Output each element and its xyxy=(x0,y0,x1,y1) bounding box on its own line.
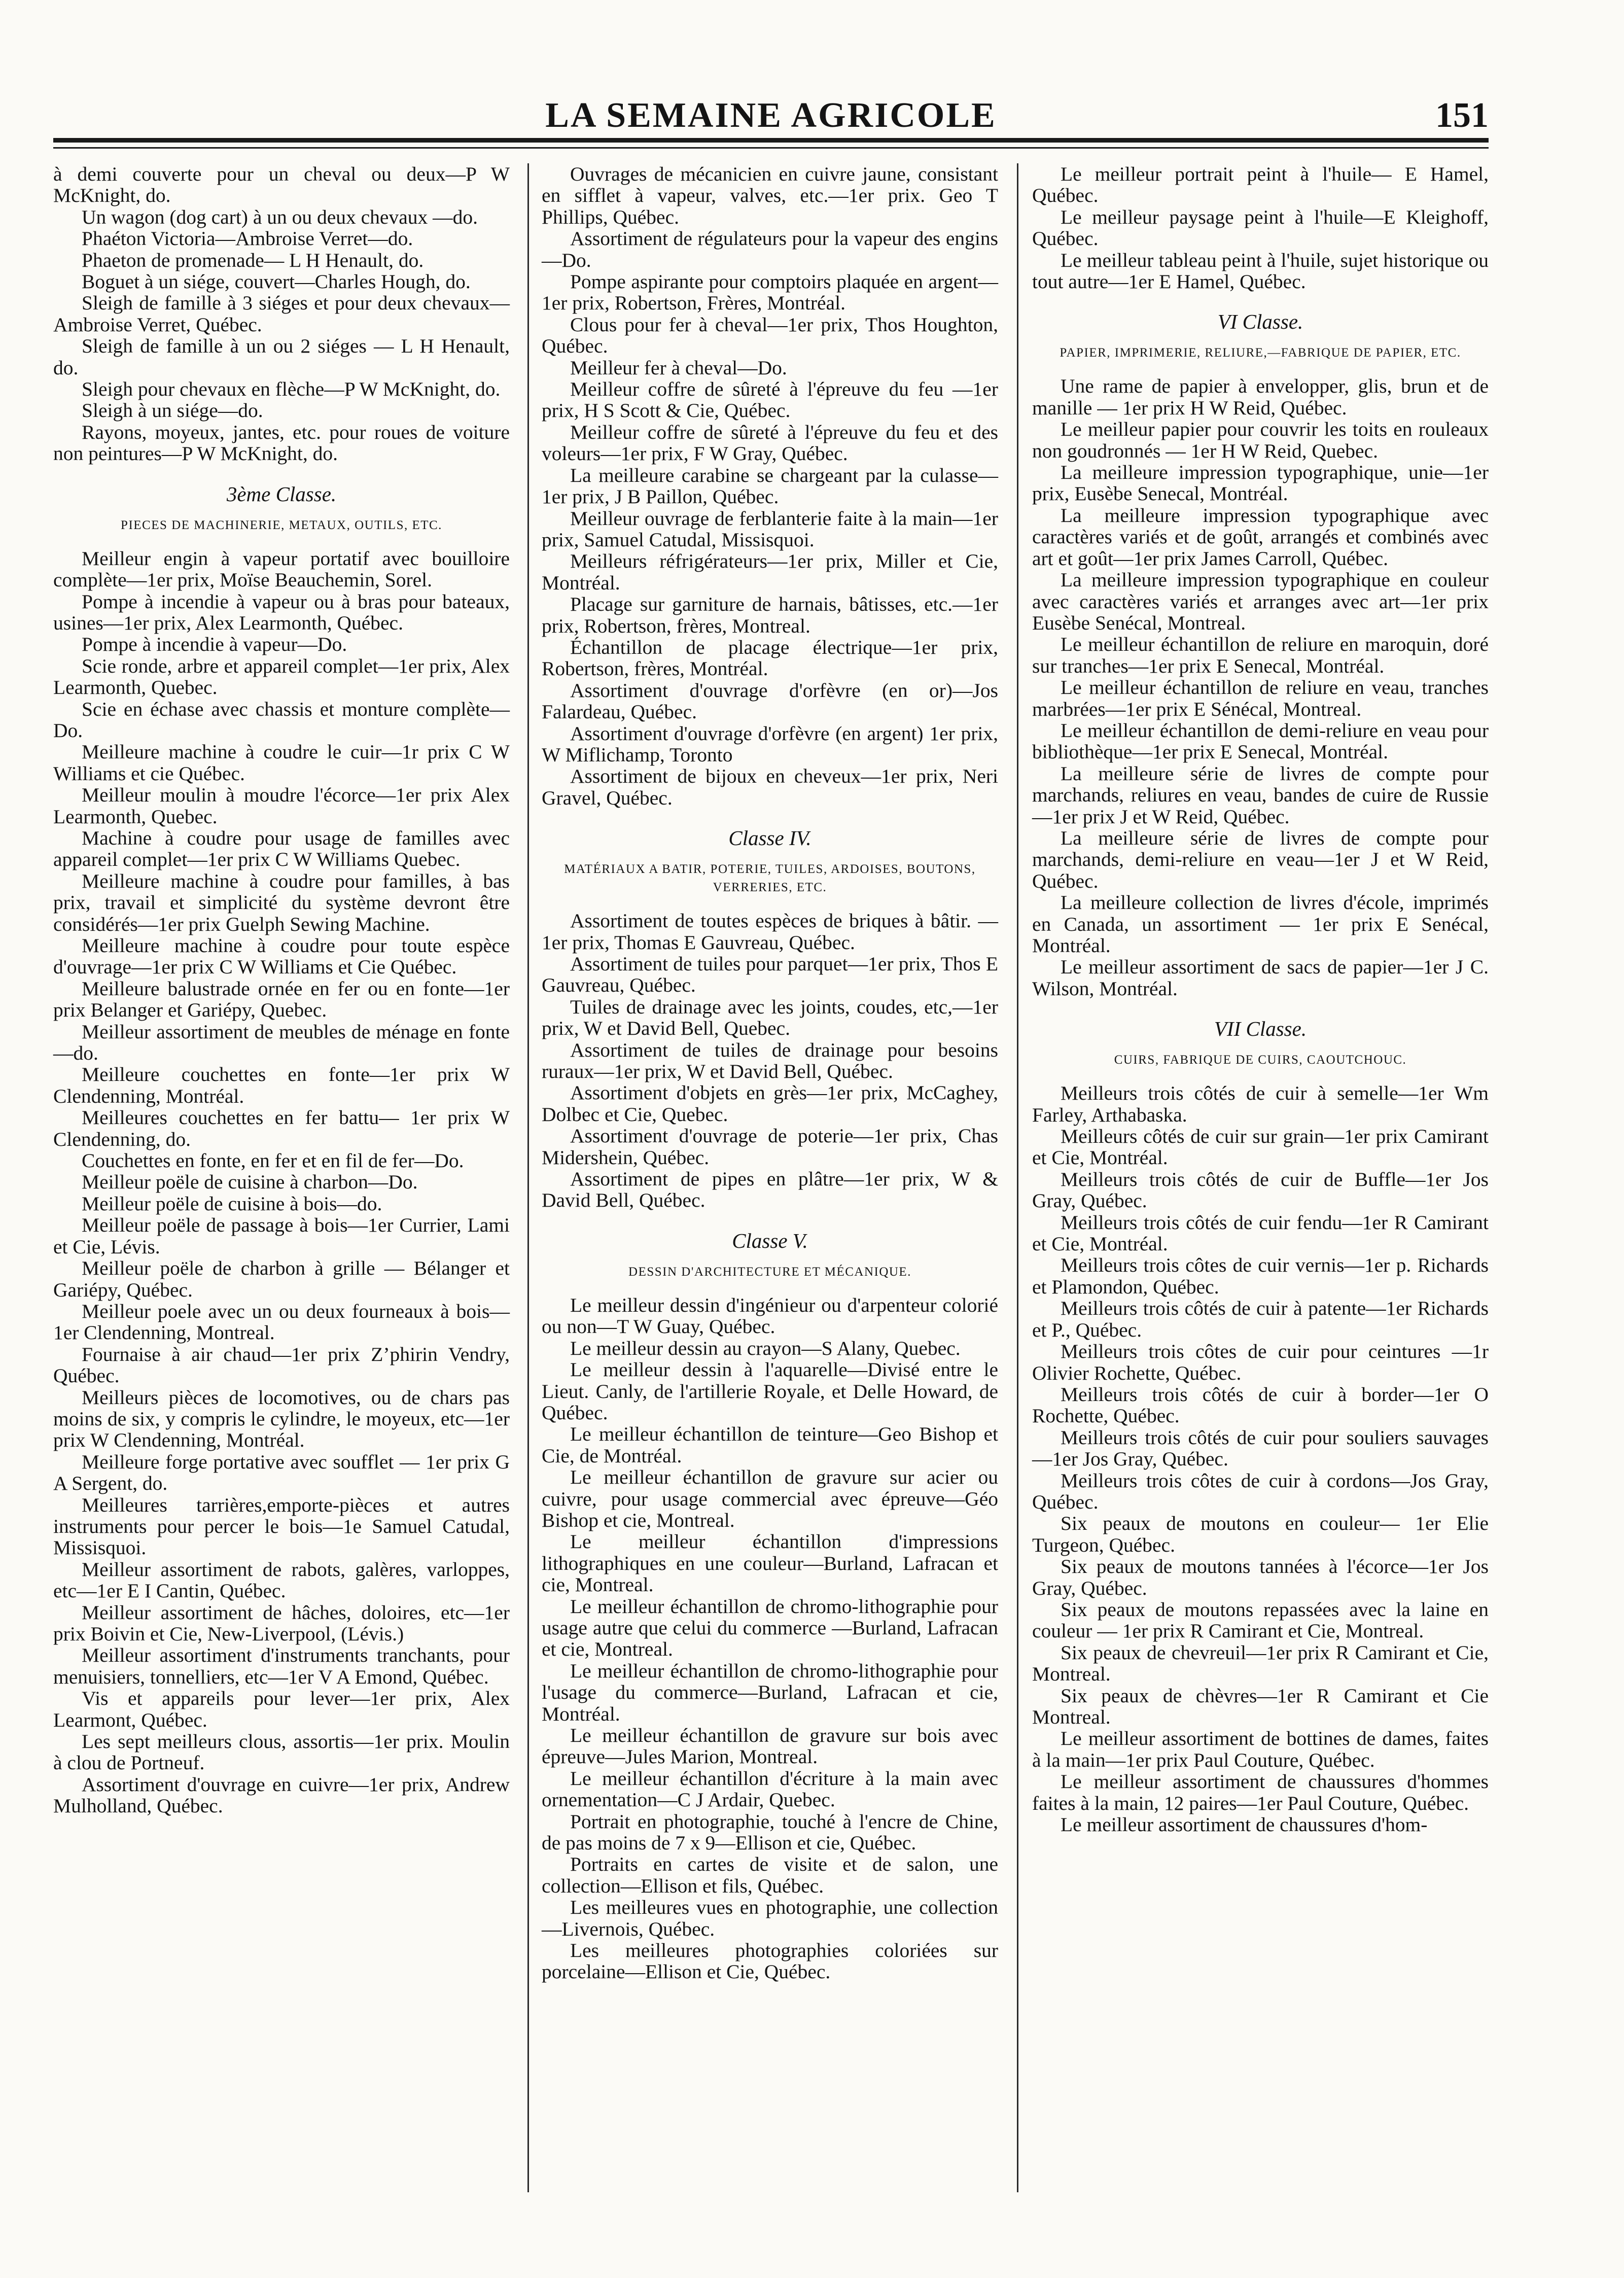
prize-entry: Six peaux de chèvres—1er R Camirant et Cie Montreal. xyxy=(1032,1684,1489,1728)
prize-entry: Assortiment de pipes en plâtre—1er prix, W & David Bell, Québec. xyxy=(542,1168,998,1212)
prize-entry: La meilleure série de livres de compte pour marchands, demi-reliure en veau—1er J et W Reid, Québec. xyxy=(1032,826,1489,892)
class-heading: Classe V. xyxy=(732,1229,808,1252)
prize-entry: Boguet à un siége, couvert—Charles Hough, do. xyxy=(82,270,471,293)
prize-entry: Meilleurs côtés de cuir sur grain—1er prix Camirant et Cie, Montréal. xyxy=(1032,1125,1489,1169)
prize-entry: Les meilleures vues en photographie, une collection—Livernois, Québec. xyxy=(542,1896,998,1940)
page-header xyxy=(53,91,1489,142)
prize-entry: La meilleure carabine se chargeant par la culasse—1er prix, J B Paillon, Québec. xyxy=(542,464,998,508)
class-subheading: PAPIER, IMPRIMERIE, RELIURE,—FABRIQUE DE PAPIER, ETC. xyxy=(1060,346,1461,360)
prize-entry: Meilleurs trois côtés de cuir pour souliers sauvages—1er Jos Gray, Québec. xyxy=(1032,1426,1489,1470)
column-left xyxy=(53,163,510,1817)
prize-entry: Le meilleur assortiment de chaussures d'hom- xyxy=(1061,1813,1428,1836)
prize-entry: Assortiment de toutes espèces de briques à bâtir. — 1er prix, Thomas E Gauvreau, Québec. xyxy=(542,909,998,954)
prize-entry: Le meilleur échantillon de chromo-lithographie pour usage autre que celui du commerce —Burland, Lafracan et cie, Montreal. xyxy=(542,1595,998,1661)
prize-entry: Scie ronde, arbre et appareil complet—1er prix, Alex Learmonth, Quebec. xyxy=(53,654,510,699)
prize-entry: Meilleur fer à cheval—Do. xyxy=(570,356,787,379)
prize-entry: Meilleur moulin à moudre l'écorce—1er prix Alex Learmonth, Quebec. xyxy=(53,784,510,828)
prize-entry: Assortiment d'ouvrage de poterie—1er prix, Chas Midershein, Québec. xyxy=(542,1125,998,1169)
prize-entry: Pompe aspirante pour comptoirs plaquée en argent—1er prix, Robertson, Frères, Montréal. xyxy=(542,270,998,314)
prize-entry: Meilleure couchettes en fonte—1er prix W Clendenning, Montréal. xyxy=(53,1063,510,1107)
prize-entry: La meilleure collection de livres d'école, imprimés en Canada, un assortiment — 1er prix E Senécal, Montréal. xyxy=(1032,891,1489,957)
prize-entry: Le meilleur échantillon de demi-reliure en veau pour bibliothèque—1er prix E Senecal, Montréal. xyxy=(1032,719,1489,763)
prize-entry: Meilleur poële de passage à bois—1er Currier, Lami et Cie, Lévis. xyxy=(53,1214,510,1258)
prize-entry: Assortiment de régulateurs pour la vapeur des engins—Do. xyxy=(542,227,998,271)
prize-entry: Phaeton de promenade— L H Henault, do. xyxy=(82,249,424,271)
class-subheading: MATÉRIAUX A BATIR, POTERIE, TUILES, ARDOISES, BOUTONS, VERRERIES, ETC. xyxy=(564,862,976,895)
prize-entry: Meilleure machine à coudre le cuir—1r prix C W Williams et cie Québec. xyxy=(53,741,510,785)
class-subheading: DESSIN D'ARCHITECTURE ET MÉCANIQUE. xyxy=(628,1265,911,1279)
prize-entry: Ouvrages de mécanicien en cuivre jaune, consistant en sifflet à vapeur, valves, etc.—1er prix. Geo T Phillips, Québec. xyxy=(542,163,998,228)
prize-entry: La meilleure impression typographique, unie—1er prix, Eusèbe Senecal, Montréal. xyxy=(1032,461,1489,505)
prize-entry: Meilleure machine à coudre pour toute espèce d'ouvrage—1er prix C W Williams et Cie Québec. xyxy=(53,934,510,978)
prize-entry: Les meilleures photographies coloriées sur porcelaine—Ellison et Cie, Québec. xyxy=(542,1939,998,1983)
prize-entry: Meilleur assortiment de rabots, galères, varloppes, etc—1er E I Cantin, Québec. xyxy=(53,1558,510,1602)
prize-entry: Le meilleur paysage peint à l'huile—E Kleighoff, Québec. xyxy=(1032,205,1489,250)
prize-entry: Meilleurs trois côtés de cuir de Buffle—1er Jos Gray, Québec. xyxy=(1032,1168,1489,1212)
prize-entry: Meilleur assortiment de hâches, doloires, etc—1er prix Boivin et Cie, New-Liverpool, (Lévis.) xyxy=(53,1601,510,1645)
prize-entry: Sleigh pour chevaux en flèche—P W McKnight, do. xyxy=(82,378,501,401)
prize-entry: Un wagon (dog cart) à un ou deux chevaux —do. xyxy=(82,205,478,228)
column-divider xyxy=(527,163,529,2192)
class-heading: VI Classe. xyxy=(1217,310,1303,334)
prize-entry: Pompe à incendie à vapeur ou à bras pour bateaux, usines—1er prix, Alex Learmonth, Québec. xyxy=(53,590,510,634)
column-middle xyxy=(542,163,998,1983)
prize-entry: Pompe à incendie à vapeur—Do. xyxy=(82,633,347,656)
prize-entry: Machine à coudre pour usage de familles avec appareil complet—1er prix C W Williams Quebec. xyxy=(53,826,510,871)
class-heading: 3ème Classe. xyxy=(226,482,337,506)
prize-entry: Assortiment d'ouvrage d'orfèvre (en or)—Jos Falardeau, Québec. xyxy=(542,679,998,723)
column-divider xyxy=(1017,163,1018,2192)
prize-entry: Portraits en cartes de visite et de salon, une collection—Ellison et fils, Québec. xyxy=(542,1853,998,1897)
prize-entry: Les sept meilleurs clous, assortis—1er prix. Moulin à clou de Portneuf. xyxy=(53,1730,510,1774)
prize-entry: Vis et appareils pour lever—1er prix, Alex Learmont, Québec. xyxy=(53,1687,510,1731)
prize-entry: Meilleures tarrières,emporte-pièces et autres instruments pour percer le bois—1e Samuel Catudal, Missisquoi. xyxy=(53,1493,510,1559)
prize-entry: Le meilleur échantillon de reliure en maroquin, doré sur tranches—1er prix E Senecal, Montréal. xyxy=(1032,633,1489,677)
prize-entry: Le meilleur échantillon d'écriture à la main avec ornementation—C J Ardair, Quebec. xyxy=(542,1767,998,1811)
prize-entry: Le meilleur portrait peint à l'huile— E Hamel, Québec. xyxy=(1032,163,1489,207)
prize-entry: Le meilleur dessin au crayon—S Alany, Quebec. xyxy=(570,1337,961,1359)
prize-entry: Meilleur assortiment de meubles de ménage en fonte—do. xyxy=(53,1020,510,1065)
prize-entry: Six peaux de chevreuil—1er prix R Camirant et Cie, Montreal. xyxy=(1032,1641,1489,1686)
prize-entry: Assortiment d'objets en grès—1er prix, McCaghey, Dolbec et Cie, Quebec. xyxy=(542,1081,998,1126)
class-heading: VII Classe. xyxy=(1214,1017,1307,1041)
prize-entry: Meilleurs trois côtés de cuir à patente—1er Richards et P., Québec. xyxy=(1032,1297,1489,1341)
prize-entry: Six peaux de moutons tannées à l'écorce—1er Jos Gray, Québec. xyxy=(1032,1555,1489,1599)
prize-entry: Meilleurs trois côtes de cuir vernis—1er p. Richards et Plamondon, Québec. xyxy=(1032,1254,1489,1298)
prize-entry: Phaéton Victoria—Ambroise Verret—do. xyxy=(82,227,413,250)
newspaper-title: LA SEMAINE AGRICOLE xyxy=(545,96,997,135)
prize-entry: Meilleurs pièces de locomotives, ou de chars pas moins de six, y compris le cylindre, le moyeux, etc—1er prix W Clendenning, Montréal. xyxy=(53,1386,510,1452)
prize-entry: Le meilleur tableau peint à l'huile, sujet historique ou tout autre—1er E Hamel, Québec. xyxy=(1032,249,1489,293)
prize-entry: Clous pour fer à cheval—1er prix, Thos Houghton, Québec. xyxy=(542,313,998,358)
prize-entry: Six peaux de moutons repassées avec la laine en couleur — 1er prix R Camirant et Cie, Montreal. xyxy=(1032,1598,1489,1642)
page-number: 151 xyxy=(1435,96,1489,135)
prize-entry: Portrait en photographie, touché à l'encre de Chine, de pas moins de 7 x 9—Ellison et cie, Québec. xyxy=(542,1810,998,1854)
header-rule-thick xyxy=(53,138,1489,143)
prize-entry: Le meilleur échantillon de gravure sur bois avec épreuve—Jules Marion, Montreal. xyxy=(542,1724,998,1768)
prize-entry: Le meilleur échantillon de gravure sur acier ou cuivre, pour usage commercial avec épreuve—Géo Bishop et cie, Montreal. xyxy=(542,1466,998,1531)
prize-entry: Meilleurs trois côtes de cuir à cordons—Jos Gray, Québec. xyxy=(1032,1469,1489,1513)
prize-entry: Placage sur garniture de harnais, bâtisses, etc.—1er prix, Robertson, frères, Montreal. xyxy=(542,593,998,637)
prize-entry: Une rame de papier à envelopper, glis, brun et de manille — 1er prix H W Reid, Québec. xyxy=(1032,375,1489,419)
prize-entry: Meilleur poële de cuisine à charbon—Do. xyxy=(82,1171,418,1194)
prize-entry: Meilleure balustrade ornée en fer ou en fonte—1er prix Belanger et Gariépy, Quebec. xyxy=(53,977,510,1022)
prize-entry: Le meilleur dessin à l'aquarelle—Divisé entre le Lieut. Canly, de l'artillerie Royale, et Delle Howard, de Québec. xyxy=(542,1358,998,1424)
prize-entry: Couchettes en fonte, en fer et en fil de fer—Do. xyxy=(82,1149,464,1172)
prize-entry: Sleigh de famille à 3 siéges et pour deux chevaux—Ambroise Verret, Québec. xyxy=(53,292,510,336)
prize-entry: Six peaux de moutons en couleur— 1er Elie Turgeon, Québec. xyxy=(1032,1512,1489,1556)
prize-entry: Le meilleur assortiment de chaussures d'hommes faites à la main, 12 paires—1er Paul Couture, Québec. xyxy=(1032,1770,1489,1814)
prize-entry: Meilleurs trois côtés de cuir à border—1er O Rochette, Québec. xyxy=(1032,1383,1489,1427)
prize-entry: Le meilleur échantillon de reliure en veau, tranches marbrées—1er prix E Sénécal, Montreal. xyxy=(1032,676,1489,720)
prize-entry: Meilleures couchettes en fer battu— 1er prix W Clendenning, do. xyxy=(53,1106,510,1150)
prize-entry: Le meilleur échantillon de chromo-lithographie pour l'usage du commerce—Burland, Lafracan et cie, Montréal. xyxy=(542,1659,998,1725)
prize-entry: Meilleure machine à coudre pour familles, à bas prix, travail et simplicité du système devront être considérés—1er prix Guelph Sewing Machine. xyxy=(53,869,510,935)
prize-entry: Meilleurs trois côtes de cuir pour ceintures —1r Olivier Rochette, Québec. xyxy=(1032,1340,1489,1384)
column-right xyxy=(1032,163,1489,1835)
prize-entry: Scie en échase avec chassis et monture complète—Do. xyxy=(53,697,510,742)
prize-entry: Sleigh de famille à un ou 2 siéges — L H Henault, do. xyxy=(53,335,510,379)
prize-entry: Assortiment de bijoux en cheveux—1er prix, Neri Gravel, Québec. xyxy=(542,765,998,809)
prize-entry: La meilleure impression typographique avec caractères variés et de goût, arrangés et combinés avec art et goût—1er prix James Carroll, Québec. xyxy=(1032,504,1489,570)
prize-entry: à demi couverte pour un cheval ou deux—P W McKnight, do. xyxy=(53,163,510,207)
prize-entry: Le meilleur échantillon d'impressions lithographiques en une couleur—Burland, Lafracan et cie, Montreal. xyxy=(542,1530,998,1596)
prize-entry: Meilleur poële de charbon à grille — Bélanger et Gariépy, Québec. xyxy=(53,1257,510,1301)
prize-entry: Meilleur poële de cuisine à bois—do. xyxy=(82,1192,382,1215)
prize-entry: Le meilleur échantillon de teinture—Geo Bishop et Cie, de Montréal. xyxy=(542,1423,998,1467)
prize-entry: Meilleur poele avec un ou deux fourneaux à bois—1er Clendenning, Montreal. xyxy=(53,1300,510,1344)
prize-entry: Le meilleur papier pour couvrir les toits en rouleaux non goudronnés — 1er H W Reid, Quebec. xyxy=(1032,418,1489,462)
prize-entry: Sleigh à un siége—do. xyxy=(82,399,263,422)
prize-entry: Fournaise à air chaud—1er prix Z’phirin Vendry, Québec. xyxy=(53,1343,510,1387)
class-heading: Classe IV. xyxy=(728,826,811,850)
prize-entry: Assortiment d'ouvrage en cuivre—1er prix, Andrew Mulholland, Québec. xyxy=(53,1773,510,1817)
prize-entry: Meilleur ouvrage de ferblanterie faite à la main—1er prix, Samuel Catudal, Missisquoi. xyxy=(542,507,998,551)
prize-entry: Rayons, moyeux, jantes, etc. pour roues de voiture non peintures—P W McKnight, do. xyxy=(53,420,510,465)
prize-entry: Meilleur assortiment d'instruments tranchants, pour menuisiers, tonnelliers, etc—1er V A Emond, Québec. xyxy=(53,1644,510,1688)
prize-entry: Le meilleur assortiment de sacs de papier—1er J C. Wilson, Montréal. xyxy=(1032,956,1489,1000)
prize-entry: Assortiment d'ouvrage d'orfèvre (en argent) 1er prix, W Miflichamp, Toronto xyxy=(542,722,998,766)
header-rule-thin xyxy=(53,147,1489,149)
prize-entry: La meilleure impression typographique en couleur avec caractères variés et arranges avec art—1er prix Eusèbe Senécal, Montreal. xyxy=(1032,569,1489,634)
class-subheading: PIECES DE MACHINERIE, METAUX, OUTILS, ETC. xyxy=(121,518,442,532)
prize-entry: Meilleurs réfrigérateurs—1er prix, Miller et Cie, Montréal. xyxy=(542,550,998,594)
class-subheading: CUIRS, FABRIQUE DE CUIRS, CAOUTCHOUC. xyxy=(1114,1053,1407,1067)
prize-entry: Meilleurs trois côtés de cuir à semelle—1er Wm Farley, Arthabaska. xyxy=(1032,1082,1489,1126)
prize-entry: Meilleur coffre de sûreté à l'épreuve du feu et des voleurs—1er prix, F W Gray, Québec. xyxy=(542,420,998,465)
prize-entry: Le meilleur dessin d'ingénieur ou d'arpenteur colorié ou non—T W Guay, Québec. xyxy=(542,1293,998,1338)
prize-entry: Tuiles de drainage avec les joints, coudes, etc,—1er prix, W et David Bell, Quebec. xyxy=(542,995,998,1040)
prize-entry: Meilleur coffre de sûreté à l'épreuve du feu —1er prix, H S Scott & Cie, Québec. xyxy=(542,378,998,422)
prize-entry: Meilleurs trois côtés de cuir fendu—1er R Camirant et Cie, Montréal. xyxy=(1032,1211,1489,1255)
prize-entry: Assortiment de tuiles pour parquet—1er prix, Thos E Gauvreau, Québec. xyxy=(542,953,998,997)
prize-entry: Échantillon de placage électrique—1er prix, Robertson, frères, Montréal. xyxy=(542,636,998,680)
prize-entry: Meilleure forge portative avec soufflet — 1er prix G A Sergent, do. xyxy=(53,1450,510,1495)
prize-entry: Assortiment de tuiles de drainage pour besoins ruraux—1er prix, W et David Bell, Québec. xyxy=(542,1038,998,1083)
prize-entry: Le meilleur assortiment de bottines de dames, faites à la main—1er prix Paul Couture, Québec. xyxy=(1032,1727,1489,1771)
prize-entry: Meilleur engin à vapeur portatif avec bouilloire complète—1er prix, Moïse Beauchemin, Sorel. xyxy=(53,547,510,591)
prize-entry: La meilleure série de livres de compte pour marchands, reliures en veau, bandes de cuire de Russie—1er prix J et W Reid, Québec. xyxy=(1032,762,1489,828)
